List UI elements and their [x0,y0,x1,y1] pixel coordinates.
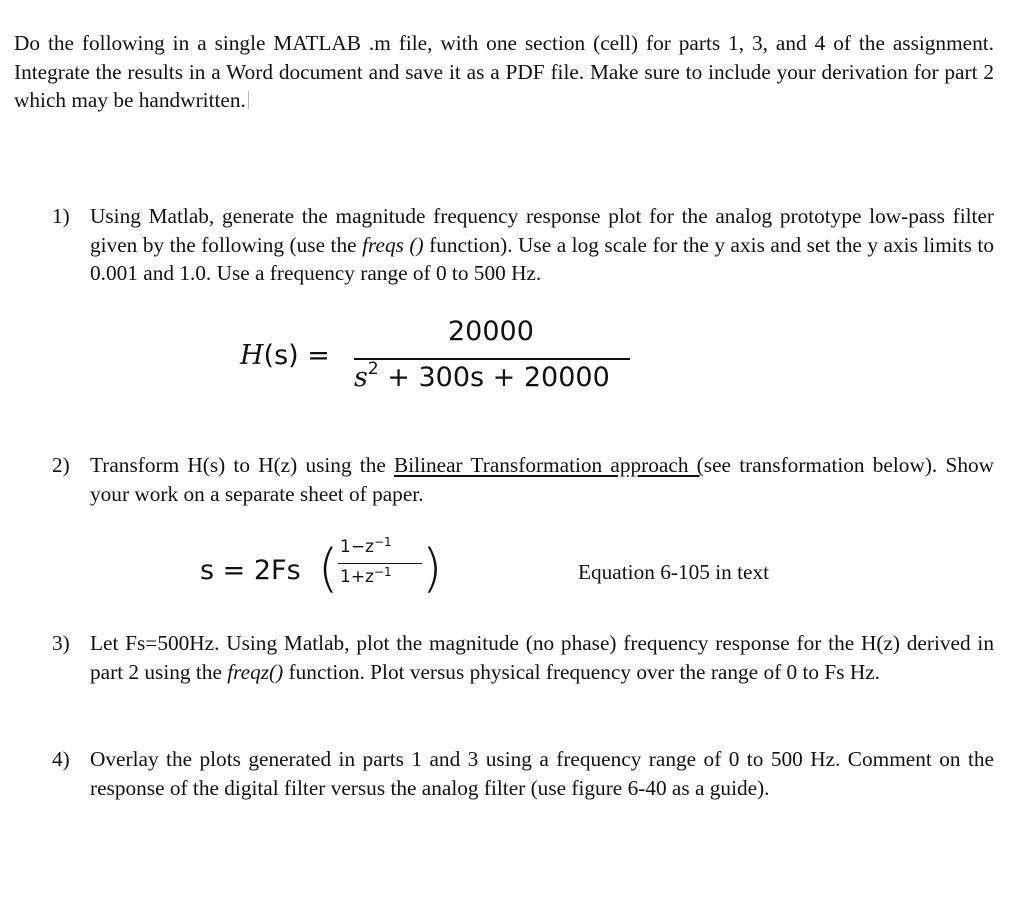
item-body [90,451,994,508]
left-paren: ( [318,539,339,599]
equation-lhs [240,340,330,371]
fraction-bar [354,358,630,360]
equation-lhs: s = 2Fs [200,555,301,586]
den-base: 1+z [340,567,374,587]
item-text: Transform H(s) to H(z) using the [90,453,395,477]
question-item-2 [52,451,994,508]
item-text: Using Matlab, generate the magnitude frequency response plot for the analog prototype low-pass filter given by the following (use the [90,204,994,257]
intro-paragraph [14,29,994,115]
item-text: function). Use a log scale for the y axis and set the y axis limits to 0.001 and 1.0. Use a frequency range of 0 to 500 Hz. [90,232,995,285]
function-name: freqz() [227,659,284,684]
item-body [90,629,994,686]
item-text: function. Plot versus physical frequency over the range of 0 to Fs Hz. [283,659,880,684]
num-exponent: −1 [373,535,392,549]
question-item-4 [52,745,994,802]
fraction-denominator [340,567,392,587]
bilinear-transform-equation [200,535,460,605]
item-number: 2) [52,453,70,477]
denom-rest: + 300s + 20000 [378,362,610,393]
fraction-numerator [340,537,392,557]
num-base: 1−z [340,537,374,557]
function-name: freqs () [362,232,424,257]
question-item-1 [52,202,994,288]
equation-var: H [240,340,264,371]
item-number: 4) [52,747,70,771]
item-text: Let Fs=500Hz. Using Matlab, plot the magnitude (no phase) frequency response for the H(z) derived in part 2 using the [90,631,994,684]
text-cursor [248,91,249,109]
intro-text: Do the following in a single MATLAB .m file, with one section (cell) for parts 1, 3, and 4 of the assignment. Integrate the results in a Word document and save it as a PDF file. Make sure to include your derivation for part 2 which may be handwritten. [14,31,994,112]
underlined-reference: Bilinear Transformation approach ( [394,453,704,477]
equation-denominator [354,359,610,393]
question-item-3 [52,629,994,686]
item-text: see transformation below). Show your work on a separate sheet of paper. [90,453,994,506]
den-exponent: −1 [373,565,392,579]
equation-arg: (s) = [263,340,330,371]
fraction-bar [338,563,422,564]
item-body [90,202,994,288]
denom-exponent: 2 [367,359,379,379]
item-number: 3) [52,631,70,655]
equation-numerator: 20000 [448,316,534,347]
item-body: Overlay the plots generated in parts 1 and 3 using a frequency range of 0 to 500 Hz. Comment on the response of the digital filter versus the analog filter (use figure 6-40 as a guide). [90,747,994,800]
equation-reference-label: Equation 6-105 in text [578,560,770,584]
denom-var: s [354,362,368,393]
transfer-function-equation [240,316,640,406]
item-number: 1) [52,204,70,228]
right-paren: ) [422,539,443,599]
